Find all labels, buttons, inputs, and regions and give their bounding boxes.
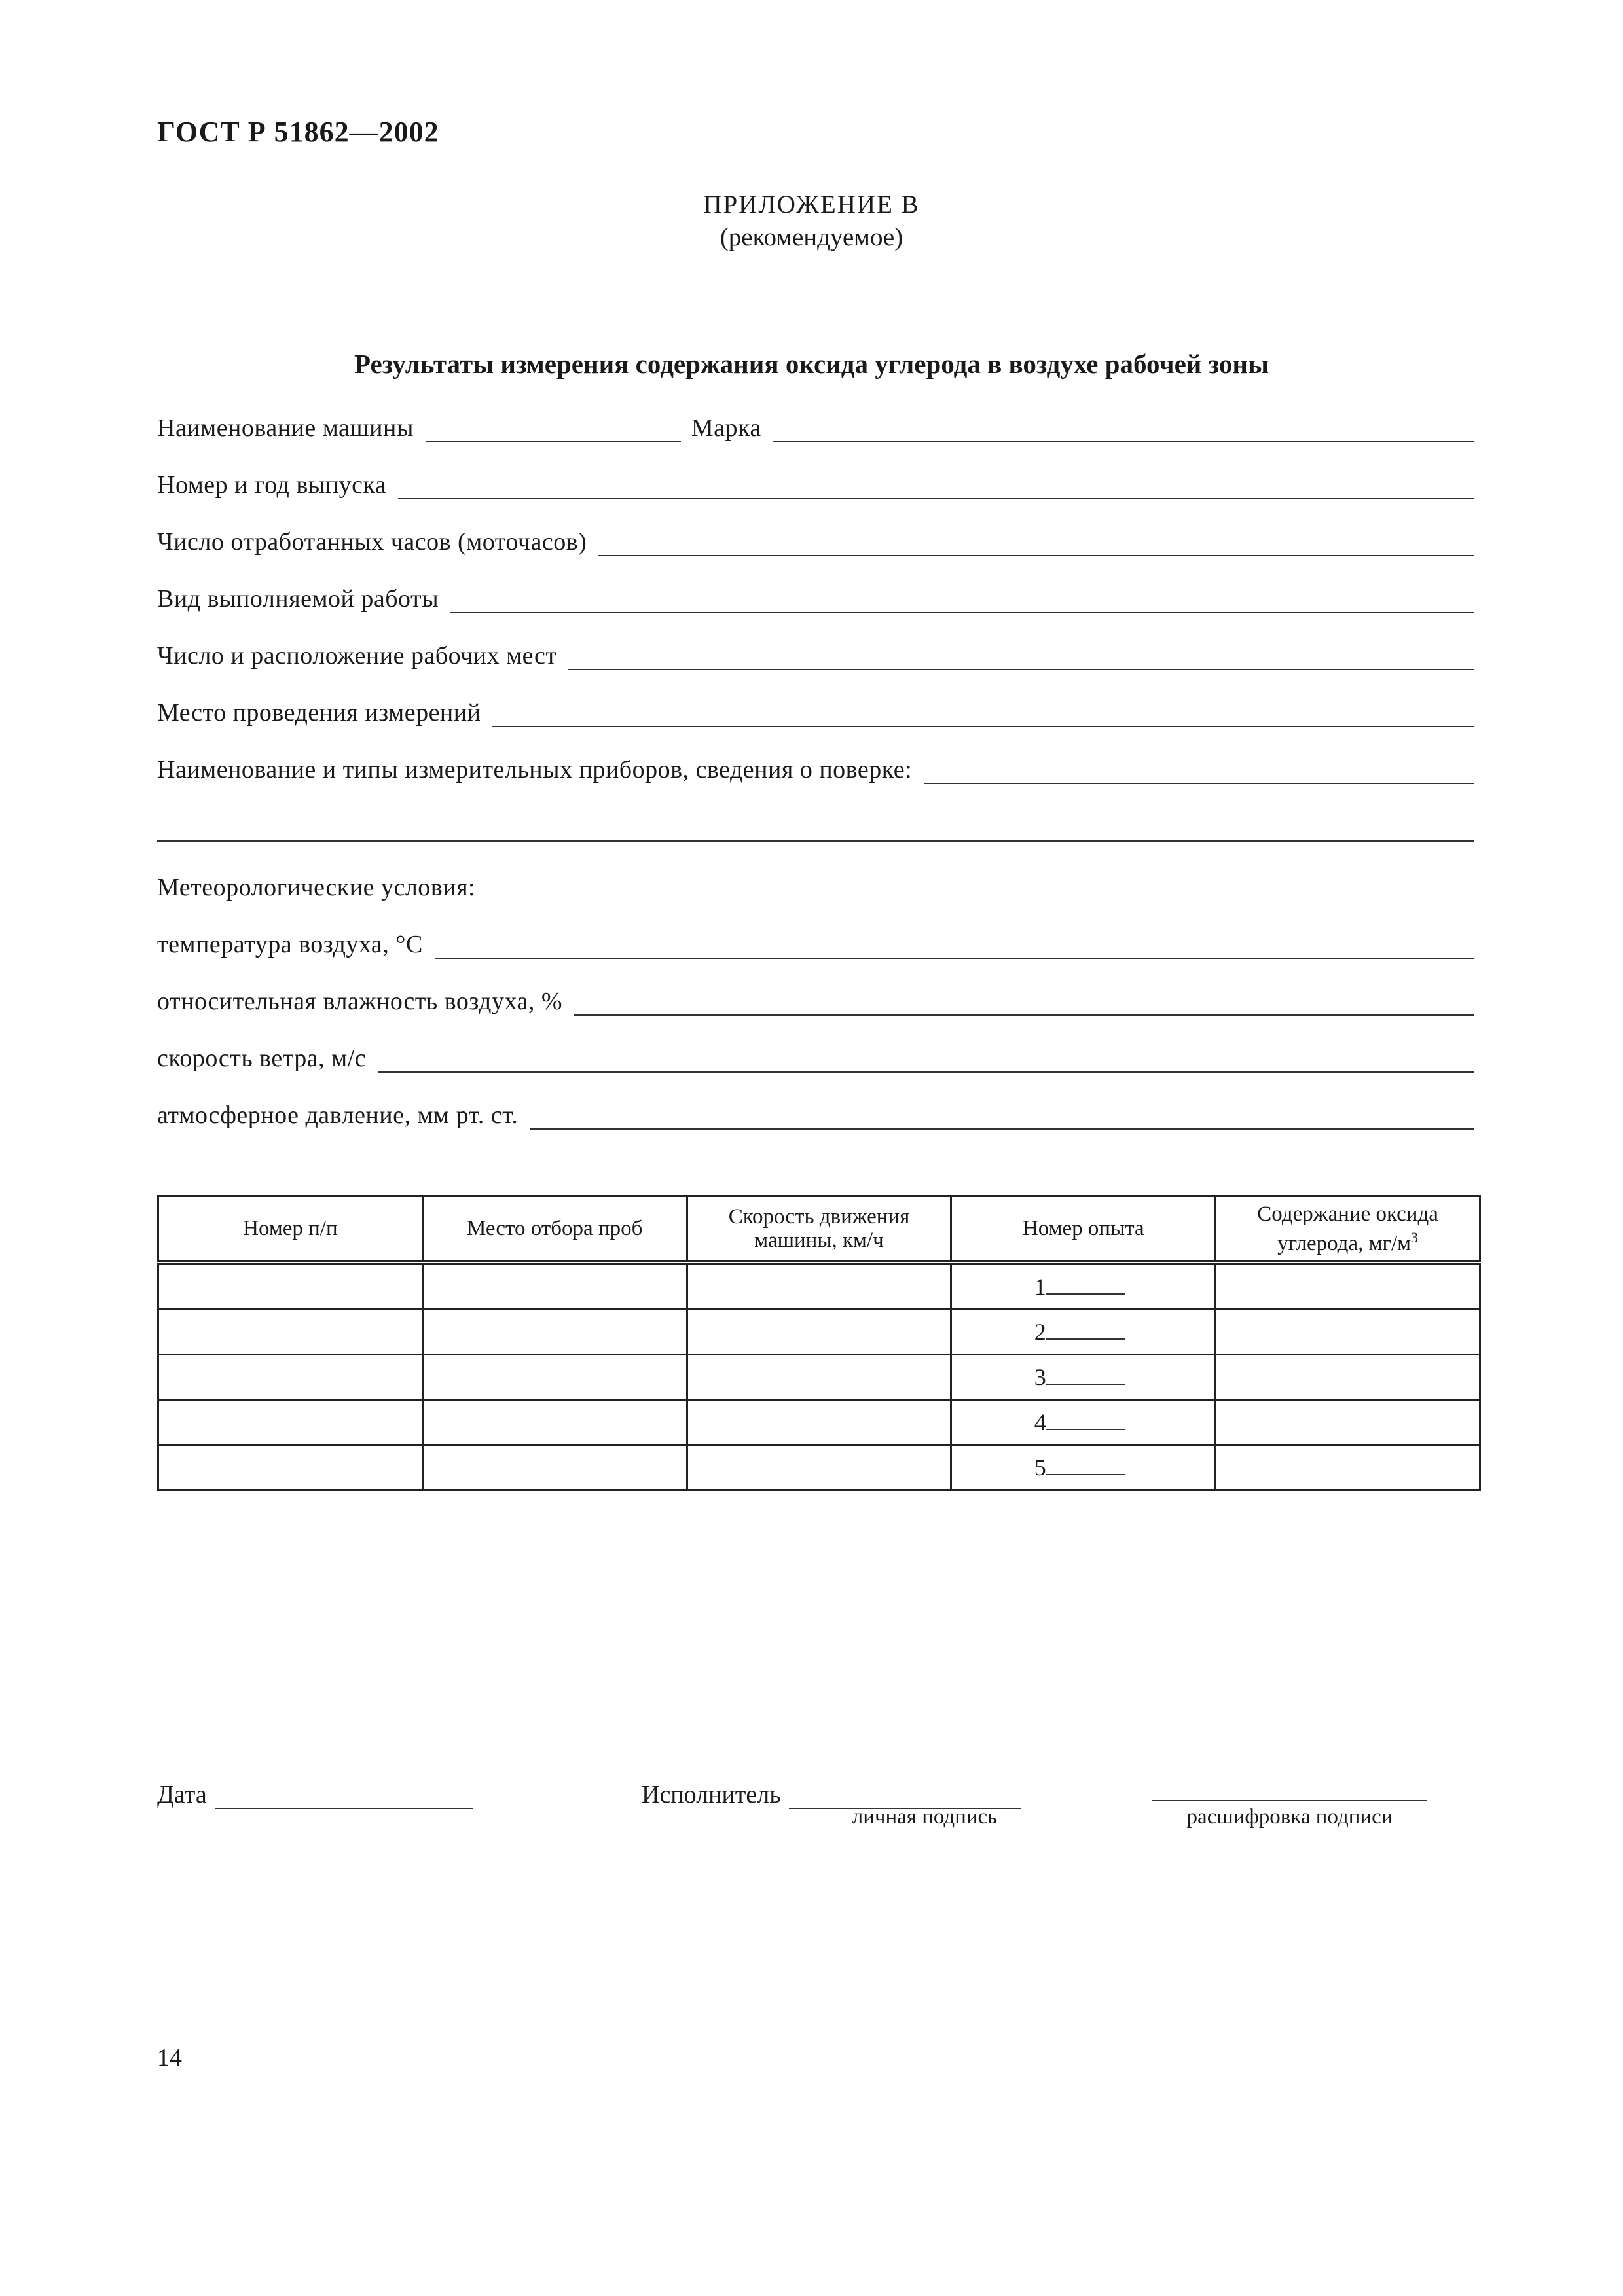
cell-machine-speed[interactable] (687, 1400, 951, 1445)
cell-machine-speed[interactable] (687, 1355, 951, 1400)
brand-label: Марка (691, 414, 761, 442)
results-table (157, 1195, 1481, 1491)
cell-co-content[interactable] (1216, 1400, 1480, 1445)
temperature-row (157, 927, 1474, 959)
instruments-continuation-line[interactable] (157, 840, 1474, 842)
machine-name-field[interactable] (426, 422, 681, 442)
cell-co-content[interactable] (1216, 1310, 1480, 1355)
cell-machine-speed[interactable] (687, 1445, 951, 1490)
cell-sampling-place[interactable] (422, 1445, 687, 1490)
instruments-label: Наименование и типы измерительных приборов, сведения о поверке: (157, 756, 913, 783)
page-number: 14 (157, 2044, 182, 2072)
location-label: Место проведения измерений (157, 699, 481, 726)
header-co-content-line2 (1216, 1226, 1479, 1255)
date-label: Дата (157, 1781, 207, 1808)
temperature-label: температура воздуха, °С (157, 931, 423, 958)
cell-row-number[interactable] (158, 1263, 423, 1310)
number-year-field[interactable] (398, 478, 1474, 499)
form-title: Результаты измерения содержания оксида углерода в воздухе рабочей зоны (354, 349, 1269, 379)
table-row (158, 1355, 1480, 1400)
header-co-content-unit: углерода, мг/м (1277, 1231, 1412, 1255)
number-year-row (157, 468, 1474, 499)
header-machine-speed (687, 1196, 951, 1263)
trial-number: 4 (1034, 1408, 1133, 1436)
cell-trial-number[interactable] (951, 1400, 1216, 1445)
wind-label: скорость ветра, м/с (157, 1045, 367, 1072)
cell-sampling-place[interactable] (422, 1400, 687, 1445)
hours-label: Число отработанных часов (моточасов) (157, 528, 587, 556)
cell-sampling-place[interactable] (422, 1310, 687, 1355)
cell-trial-number[interactable] (951, 1445, 1216, 1490)
table-row (158, 1445, 1480, 1490)
workplaces-field[interactable] (568, 649, 1474, 670)
table-row (158, 1310, 1480, 1355)
machine-name-row (157, 411, 1474, 442)
cell-row-number[interactable] (158, 1445, 423, 1490)
header-sampling-place: Место отбора проб (422, 1196, 687, 1263)
header-co-content (1216, 1196, 1480, 1263)
date-field[interactable] (215, 1788, 473, 1809)
humidity-row (157, 984, 1474, 1016)
table-header-row (158, 1196, 1480, 1263)
trial-number: 1 (1034, 1273, 1133, 1300)
meteo-label: Метеорологические условия: (157, 874, 476, 901)
instruments-field[interactable] (924, 763, 1474, 784)
cell-row-number[interactable] (158, 1355, 423, 1400)
personal-signature-caption: личная подпись (852, 1805, 998, 1829)
number-year-label: Номер и год выпуска (157, 471, 387, 499)
temperature-field[interactable] (435, 938, 1474, 959)
header-machine-speed-line2: машины, км/ч (754, 1229, 884, 1252)
trial-number: 5 (1034, 1454, 1133, 1481)
cell-sampling-place[interactable] (422, 1263, 687, 1310)
workplaces-label: Число и расположение рабочих мест (157, 642, 557, 670)
meteo-row (157, 870, 1474, 902)
header-row-number: Номер п/п (158, 1196, 423, 1263)
trial-number: 2 (1034, 1318, 1133, 1346)
workplaces-row (157, 639, 1474, 670)
machine-name-label: Наименование машины (157, 414, 414, 442)
date-block (157, 1780, 473, 1809)
cell-trial-number[interactable] (951, 1263, 1216, 1310)
document-id: ГОСТ Р 51862—2002 (157, 116, 439, 148)
appendix-title: ПРИЛОЖЕНИЕ В (703, 190, 920, 219)
cell-trial-number[interactable] (951, 1355, 1216, 1400)
wind-field[interactable] (378, 1052, 1474, 1073)
pressure-label: атмосферное давление, мм рт. ст. (157, 1102, 519, 1129)
signature-decoding-caption: расшифровка подписи (1186, 1805, 1393, 1829)
executor-label: Исполнитель (642, 1781, 781, 1808)
header-co-content-line1: Содержание оксида (1257, 1202, 1438, 1226)
humidity-label: относительная влажность воздуха, % (157, 988, 563, 1015)
header-co-content-sup: 3 (1411, 1229, 1419, 1246)
cell-sampling-place[interactable] (422, 1355, 687, 1400)
cell-machine-speed[interactable] (687, 1310, 951, 1355)
instruments-row (157, 753, 1474, 784)
decoding-block (1152, 1780, 1427, 1801)
signature-decoding-field[interactable] (1152, 1780, 1427, 1801)
humidity-field[interactable] (574, 995, 1474, 1016)
pressure-field[interactable] (530, 1109, 1474, 1130)
cell-row-number[interactable] (158, 1400, 423, 1445)
trial-number: 3 (1034, 1363, 1133, 1391)
pressure-row (157, 1098, 1474, 1130)
cell-machine-speed[interactable] (687, 1263, 951, 1310)
hours-field[interactable] (598, 535, 1474, 556)
hours-row (157, 525, 1474, 556)
work-type-field[interactable] (450, 592, 1474, 613)
cell-co-content[interactable] (1216, 1445, 1480, 1490)
appendix-subtitle: (рекомендуемое) (720, 223, 903, 251)
cell-co-content[interactable] (1216, 1355, 1480, 1400)
brand-field[interactable] (773, 422, 1474, 442)
location-field[interactable] (492, 706, 1474, 727)
cell-co-content[interactable] (1216, 1263, 1480, 1310)
cell-trial-number[interactable] (951, 1310, 1216, 1355)
location-row (157, 696, 1474, 727)
header-machine-speed-line1: Скорость движения (728, 1205, 910, 1229)
header-trial-number: Номер опыта (951, 1196, 1216, 1263)
cell-row-number[interactable] (158, 1310, 423, 1355)
table-row (158, 1400, 1480, 1445)
work-type-row (157, 582, 1474, 613)
wind-row (157, 1041, 1474, 1073)
table-row (158, 1263, 1480, 1310)
work-type-label: Вид выполняемой работы (157, 585, 439, 613)
